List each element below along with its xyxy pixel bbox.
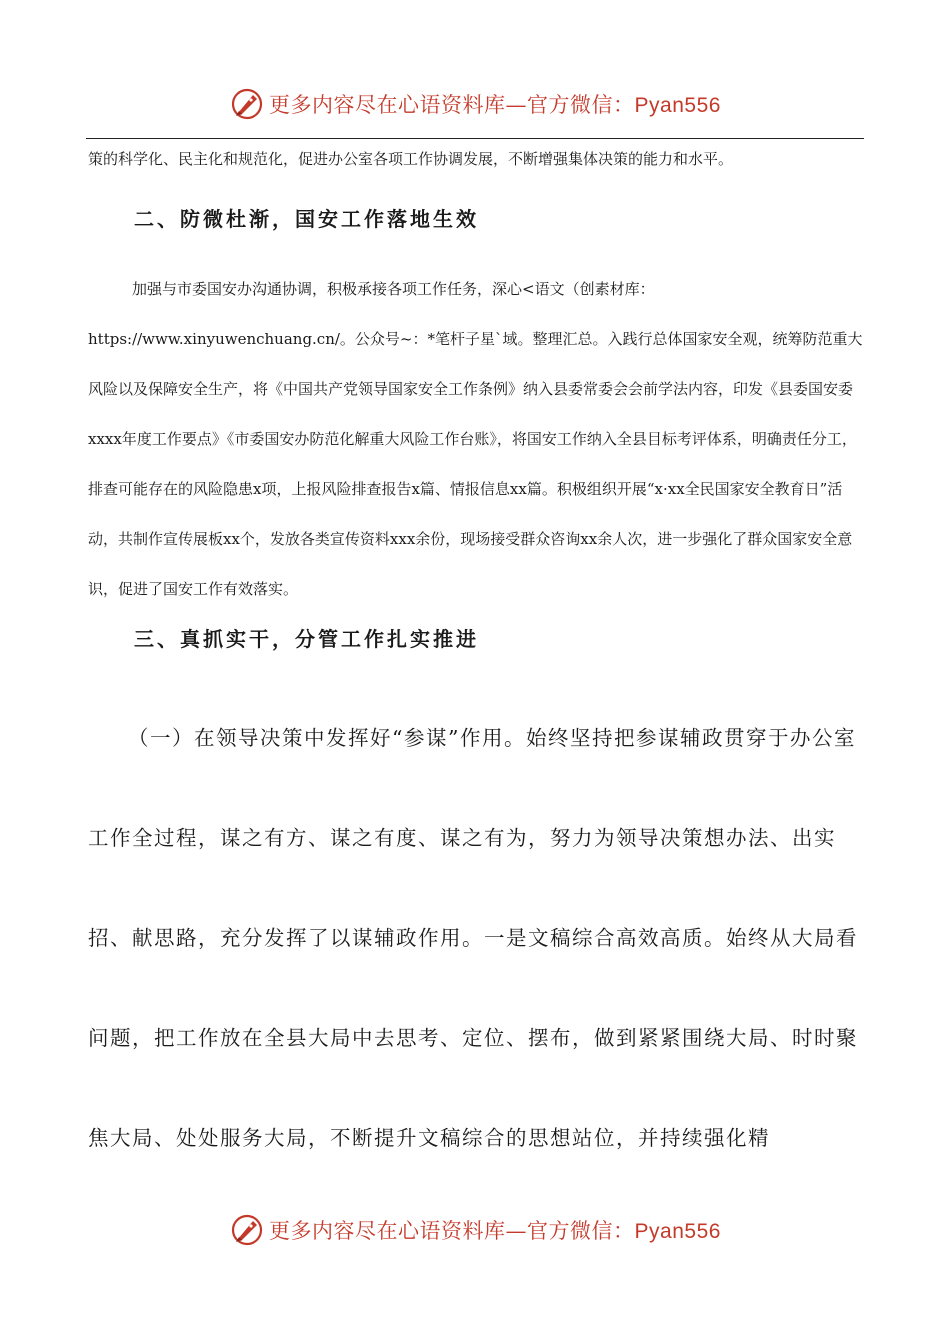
footer-banner	[0, 1208, 950, 1252]
section-3-paragraph-text: （一）在领导决策中发挥好“参谋”作用。始终坚持把参谋辅政贯穿于办公室工作全过程，谋之有方、谋之有度、谋之有为，努力为领导决策想办法、出实招、献思路，充分发挥了以谋辅政作用。一是文稿综合高效高质。始终从大局看问题，把工作放在全县大局中去思考、定位、摆布，做到紧紧围绕大局、时时聚焦大局、处处服务大局，不断提升文稿综合的思想站位，并持续强化精	[88, 726, 858, 1150]
section-3-paragraph	[88, 688, 864, 1188]
section-2-paragraph-text: 加强与市委国安办沟通协调，积极承接各项工作任务，深心<语文（创素材库：https://www.xinyuwenchuang.cn/。公众号~：*笔杆子星`域。整理汇总。入践行总体国家安全观，统筹防范重大风险以及保障安全生产，将《中国共产党领导国家安全工作条例》纳入县委常委会会前学法内容，印发《县委国安委xxxx年度工作要点》《市委国安办防范化解重大风险工作台账》，将国安工作纳入全县目标考评体系，明确责任分工，排查可能存在的风险隐患x项，上报风险排查报告x篇、情报信息xx篇。积极组织开展“x·xx全民国家安全教育日”活动，共制作宣传展板xx个，发放各类宣传资料xxx余份，现场接受群众咨询xx余人次，进一步强化了群众国家安全意识，促进了国安工作有效落实。	[88, 280, 863, 598]
wechat-id: Pyan556	[634, 94, 721, 117]
section-heading-2: 二、防微杜渐，国安工作落地生效	[134, 207, 479, 231]
banner-text: 更多内容尽在心语资料库—官方微信：Pyan556	[269, 93, 721, 117]
banner-text: 更多内容尽在心语资料库—官方微信：Pyan556	[269, 1219, 721, 1243]
pen-nib-icon	[229, 86, 265, 122]
header-banner	[0, 82, 950, 126]
section-2-paragraph	[88, 264, 864, 614]
section-heading-3: 三、真抓实干，分管工作扎实推进	[134, 627, 479, 651]
header-rule	[86, 138, 864, 139]
pen-nib-icon	[229, 1212, 265, 1248]
wechat-id: Pyan556	[634, 1220, 721, 1243]
carryover-paragraph: 策的科学化、民主化和规范化，促进办公室各项工作协调发展，不断增强集体决策的能力和水平。	[88, 150, 734, 168]
